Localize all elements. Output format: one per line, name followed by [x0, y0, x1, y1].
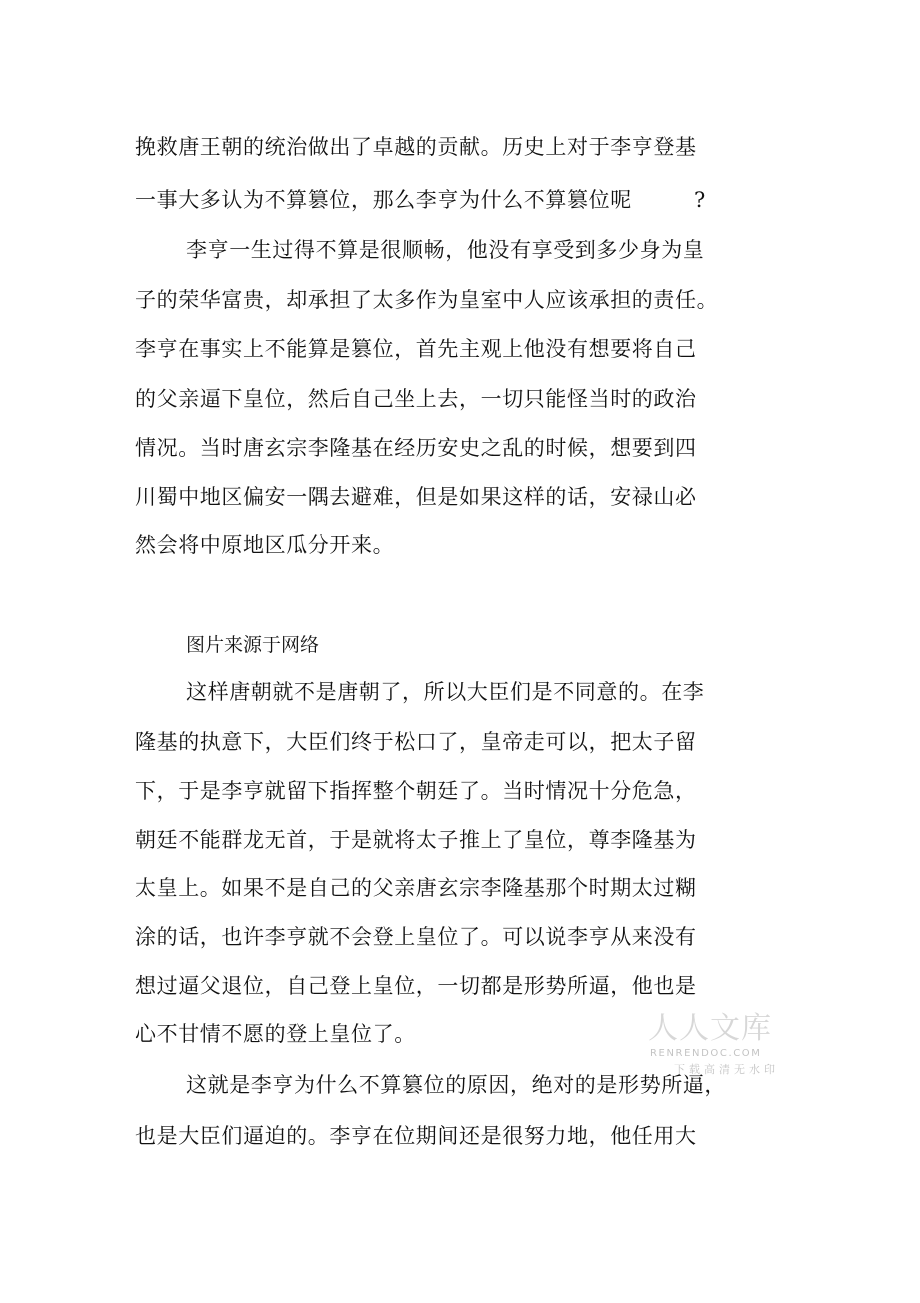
paragraph-3-line-7: 想过逼父退位，自己登上皇位，一切都是形势所逼，他也是: [135, 974, 697, 998]
paragraph-2-line-4: 的父亲逼下皇位，然后自己坐上去，一切只能怪当时的政治: [135, 387, 697, 411]
paragraph-1-question-mark: ?: [694, 188, 706, 212]
paragraph-2-line-2: 子的荣华富贵，却承担了太多作为皇室中人应该承担的责任。: [135, 288, 719, 312]
paragraph-2-line-7: 然会将中原地区瓜分开来。: [135, 533, 395, 557]
paragraph-3-line-6: 涂的话，也许李亨就不会登上皇位了。可以说李亨从来没有: [135, 925, 697, 949]
paragraph-2-line-6: 川蜀中地区偏安一隅去避难，但是如果这样的话，安禄山必: [135, 485, 697, 509]
paragraph-1-line-2: 一事大多认为不算篡位，那么李亨为什么不算篡位呢: [135, 188, 632, 212]
watermark-title: 人人文库: [648, 1011, 772, 1046]
paragraph-3-line-8: 心不甘情不愿的登上皇位了。: [135, 1022, 416, 1046]
paragraph-3-line-3: 下，于是李亨就留下指挥整个朝廷了。当时情况十分危急，: [135, 779, 697, 803]
image-caption: 图片来源于网络: [186, 634, 320, 656]
watermark-logo: [648, 1012, 778, 1082]
paragraph-4-line-2: 也是大臣们逼迫的。李亨在位期间还是很努力地，他任用大: [135, 1124, 697, 1148]
watermark-subtitle: 下载高清无水印: [674, 1063, 779, 1076]
paragraph-2-line-3: 李亨在事实上不能算是篡位，首先主观上他没有想要将自己: [135, 337, 697, 361]
paragraph-3-line-4: 朝廷不能群龙无首，于是就将太子推上了皇位，尊李隆基为: [135, 828, 697, 852]
watermark-url: RENRENDOC.COM: [650, 1048, 762, 1059]
paragraph-3-line-1: 这样唐朝就不是唐朝了，所以大臣们是不同意的。在李: [186, 680, 705, 704]
paragraph-2-line-1: 李亨一生过得不算是很顺畅，他没有享受到多少身为皇: [186, 238, 705, 262]
paragraph-1-line-1: 挽救唐王朝的统治做出了卓越的贡献。历史上对于李亨登基: [135, 135, 697, 159]
paragraph-3-line-2: 隆基的执意下，大臣们终于松口了，皇帝走可以，把太子留: [135, 730, 697, 754]
paragraph-2-line-5: 情况。当时唐玄宗李隆基在经历安史之乱的时候，想要到四: [135, 436, 697, 460]
paragraph-4-line-1: 这就是李亨为什么不算篡位的原因，绝对的是形势所逼，: [186, 1073, 726, 1097]
paragraph-3-line-5: 太皇上。如果不是自己的父亲唐玄宗李隆基那个时期太过糊: [135, 876, 697, 900]
